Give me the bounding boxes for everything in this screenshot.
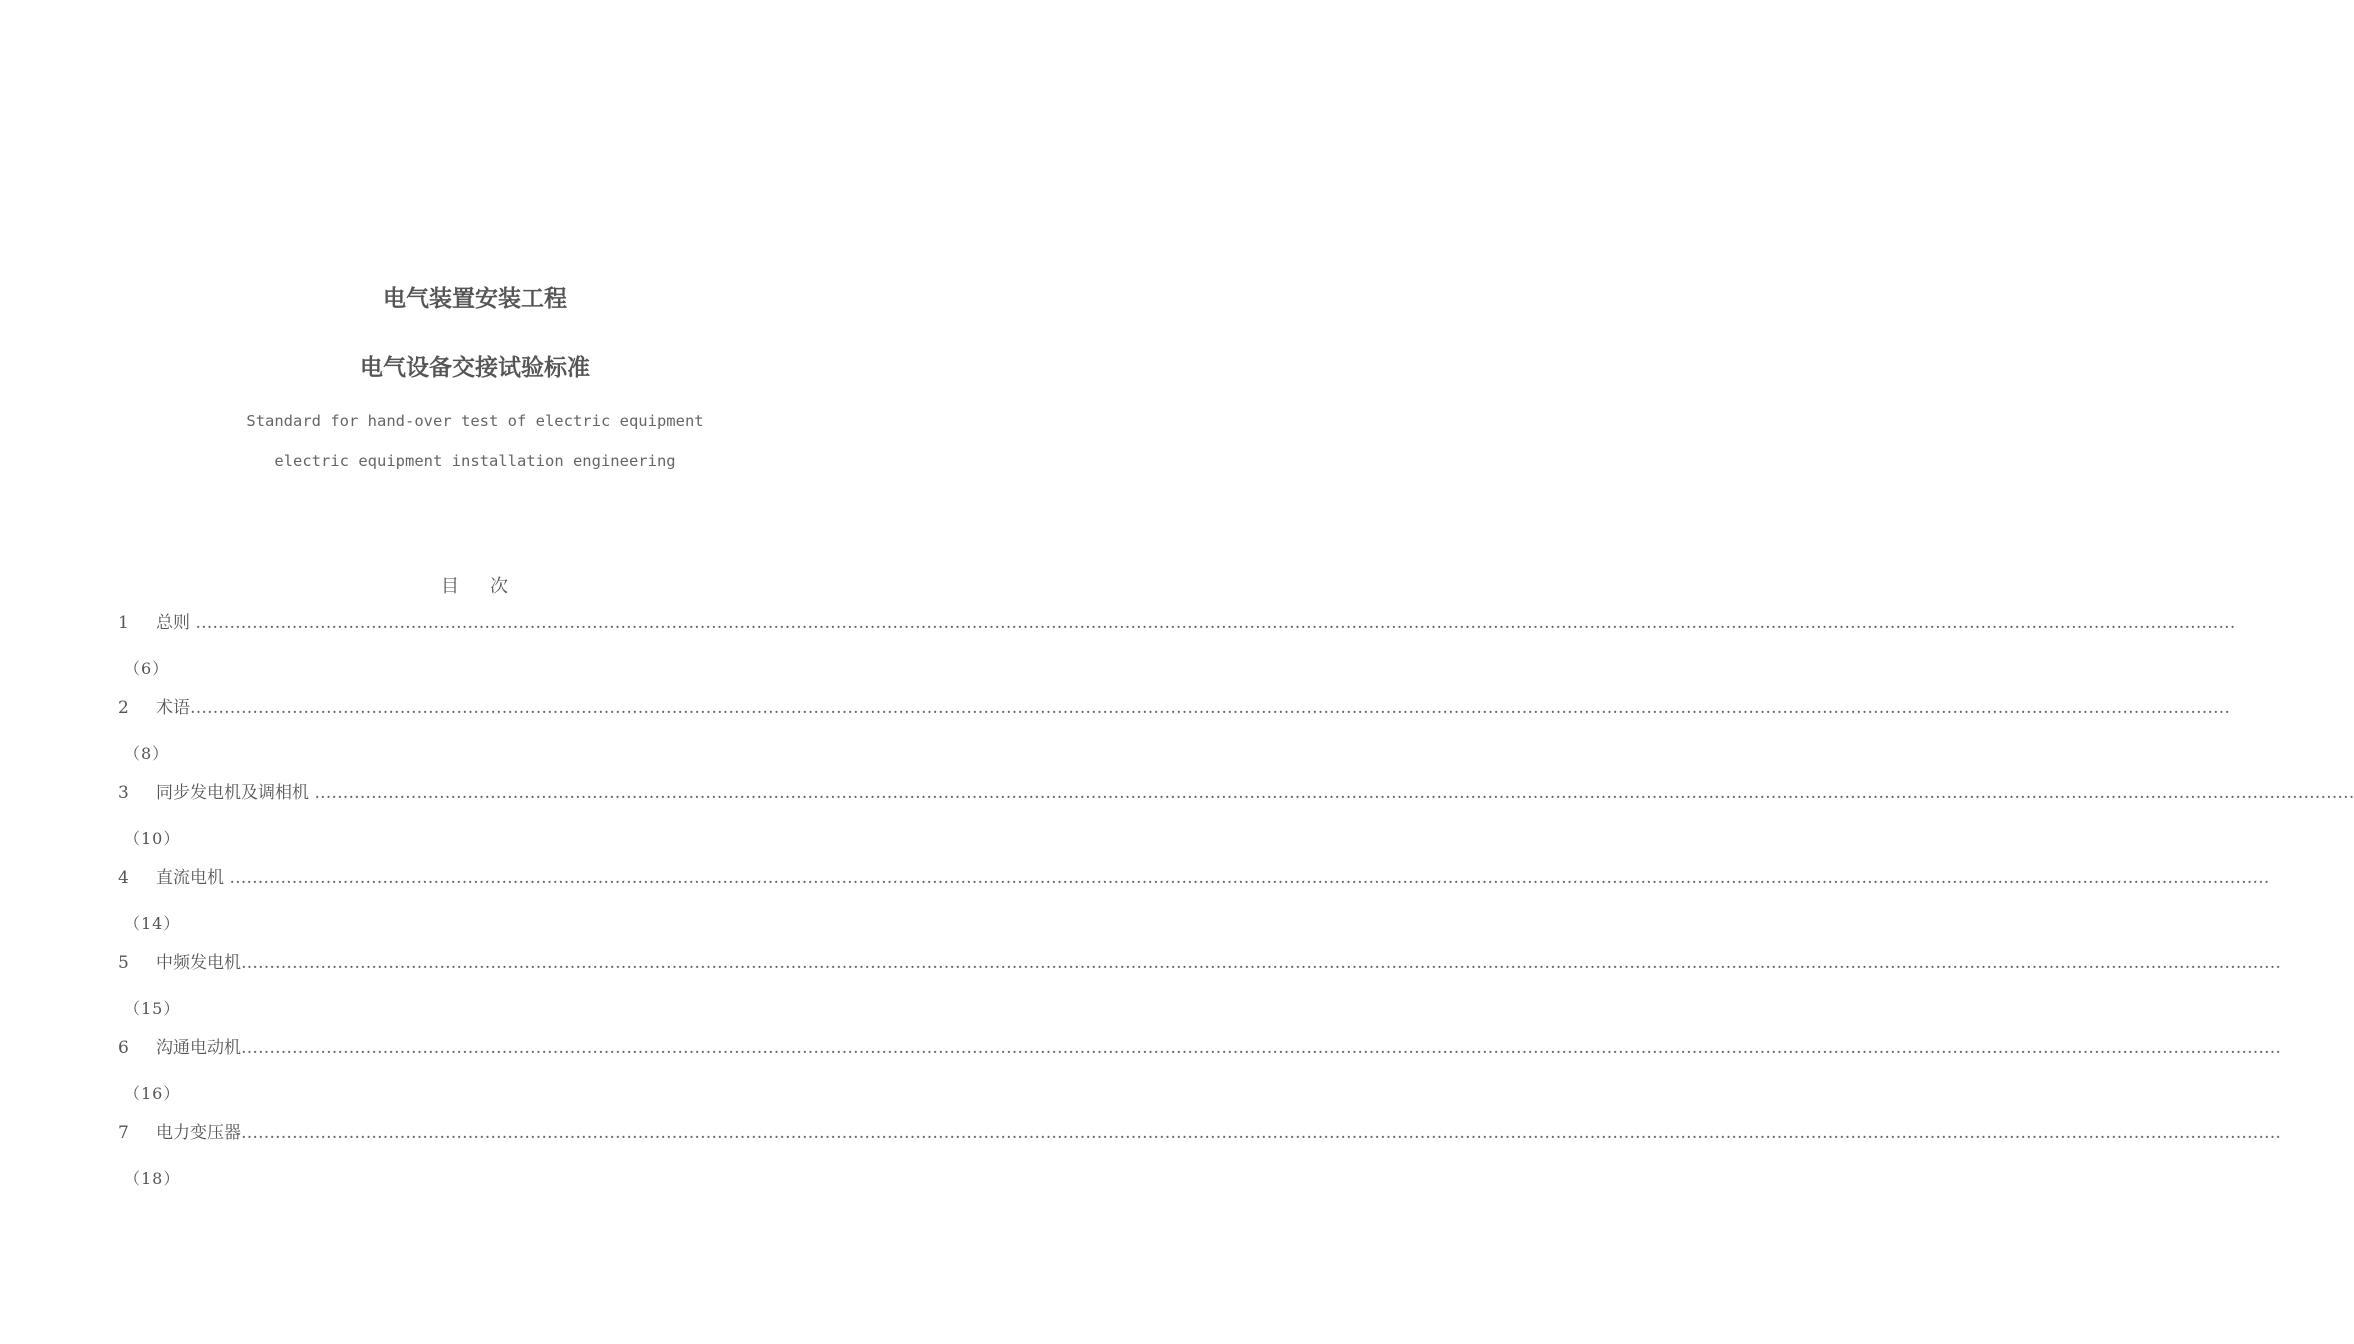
toc-entry-number: 6 bbox=[118, 1038, 129, 1058]
toc-entry-number: 1 bbox=[118, 613, 129, 633]
english-title-line-1: Standard for hand-over test of electric equipment bbox=[246, 412, 704, 430]
toc-entry-number: 3 bbox=[118, 783, 129, 803]
toc-entry-page: （16） bbox=[124, 1084, 181, 1103]
toc-dot-leader: ……………………………………………………………………………………………………………………………………………………………………………………………………………………………………………………………………………………………………………………………… bbox=[195, 613, 2236, 633]
toc-entry-title: 同步发电机及调相机 bbox=[156, 783, 309, 803]
toc-dot-leader: ……………………………………………………………………………………………………………………………………………………………………………………………………………………………………………………………………………………………………………………………… bbox=[190, 698, 2230, 718]
toc-heading-left: 目 bbox=[441, 576, 460, 597]
english-title-line-2: electric equipment installation engineering bbox=[274, 452, 676, 470]
toc-entry-page: （18） bbox=[124, 1169, 181, 1188]
toc-heading bbox=[0, 572, 950, 598]
toc-entry-page: （15） bbox=[124, 999, 181, 1018]
toc-entry-title: 中频发电机 bbox=[156, 953, 241, 973]
toc-entry-6[interactable] bbox=[118, 1035, 2281, 1061]
toc-entry-page: （14） bbox=[124, 914, 181, 933]
toc-entry-number: 5 bbox=[118, 953, 129, 973]
toc-entry-2[interactable] bbox=[118, 695, 2230, 721]
toc-dot-leader: ……………………………………………………………………………………………………………………………………………………………………………………………………………………………………………………………………………………………………………………………… bbox=[241, 1038, 2281, 1058]
toc-entry-title: 总则 bbox=[156, 613, 190, 633]
toc-entry-title: 术语 bbox=[156, 698, 190, 718]
toc-entry-title: 电力变压器 bbox=[156, 1123, 241, 1143]
toc-entry-7[interactable] bbox=[118, 1120, 2281, 1146]
document-title-main: 电气装置安装工程 bbox=[383, 286, 567, 312]
toc-entry-4[interactable] bbox=[118, 865, 2270, 891]
toc-entry-number: 2 bbox=[118, 698, 129, 718]
toc-dot-leader: ……………………………………………………………………………………………………………………………………………………………………………………………………………………………………………………………………………………………………………………………… bbox=[314, 783, 2354, 803]
toc-entry-number: 4 bbox=[118, 868, 129, 888]
toc-entry-title: 沟通电动机 bbox=[156, 1038, 241, 1058]
toc-dot-leader: ……………………………………………………………………………………………………………………………………………………………………………………………………………………………………………………………………………………………………………………………… bbox=[241, 953, 2281, 973]
toc-entry-page: （10） bbox=[124, 829, 181, 848]
toc-dot-leader: ……………………………………………………………………………………………………………………………………………………………………………………………………………………………………………………………………………………………………………………………… bbox=[229, 868, 2270, 888]
toc-entry-1[interactable] bbox=[118, 610, 2236, 636]
document-title-sub: 电气设备交接试验标准 bbox=[360, 355, 590, 381]
toc-dot-leader: ……………………………………………………………………………………………………………………………………………………………………………………………………………………………………………………………………………………………………………………………… bbox=[241, 1123, 2281, 1143]
toc-entry-5[interactable] bbox=[118, 950, 2281, 976]
toc-entry-title: 直流电机 bbox=[156, 868, 224, 888]
toc-entry-page: （8） bbox=[124, 744, 170, 763]
toc-heading-right: 次 bbox=[490, 576, 509, 597]
toc-entry-page: （6） bbox=[124, 659, 170, 678]
toc-entry-3[interactable] bbox=[118, 780, 2354, 806]
toc-entry-number: 7 bbox=[118, 1123, 129, 1143]
